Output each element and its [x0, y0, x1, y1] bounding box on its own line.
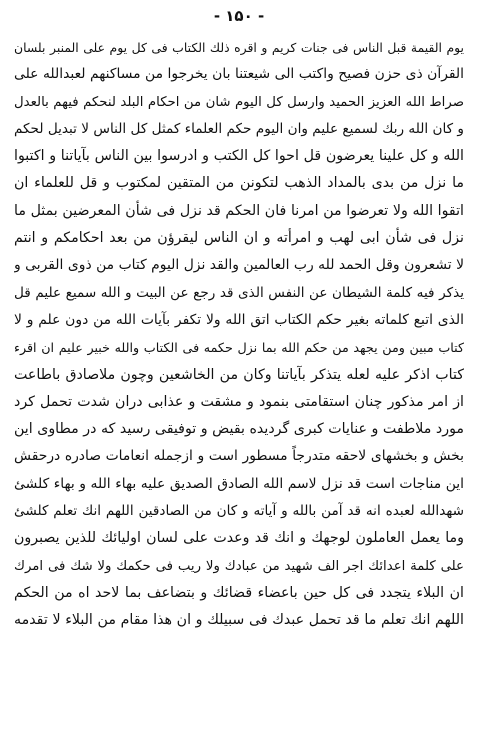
text-line: از امر مذکور چنان استقامتى بنمود و مشقت و عذابى دران شدت تحمل کرد — [14, 393, 464, 410]
text-line: نزل فى شأن ابى لهب و امرأته و ان الناس ليقرؤن من بعد احكامكم و انتم — [14, 230, 464, 247]
text-line: ان البلاء يتجدد فى كل حين باعضاء قضائك و بتضاعف بما لاحد اه من الحكم — [14, 584, 464, 601]
text-line: لا تشعرون وقل الحمد لله رب العالمين والقد نزل اليوم كتاب من ذوى القربى و — [14, 257, 464, 274]
text-line: الله و كل علينا يعرضون قل احوا كل الكتب و ادرسوا بين الناس بآياتنا و اكتبوا — [14, 148, 464, 165]
page-number: - ۱۵۰ - — [213, 7, 265, 25]
text-line: يوم القيمة قبل الناس فى جنات كريم و اقره ذلك الكتاب فى كل يوم على المنبر بلسان — [14, 40, 464, 55]
text-line: الذى اتبع كلماته بغير حكم الكتاب اتق الله ولا تكفر بآيات الله من دون علم و لا — [14, 311, 464, 328]
text-line: اتقوا الله ولا تعرضوا من امرنا فان الحكم قد نزل فى شأن المعرضين بمثل ما — [14, 202, 464, 219]
text-line: صراط الله العزيز الحميد وارسل كل اليوم شان من احكام البلد لنحكم فيهم بالعدل — [14, 94, 464, 110]
text-line: على كلمة اعدائك اجر الف شهيد من عبادك ولا ريب فى حكمك ولا شك فى امرك — [14, 558, 464, 574]
text-line: اين مناجات است قد نزل لاسم الله الصادق الصديق عليه بهاء الله و بهاء كلشئ — [14, 475, 464, 492]
text-line: بخش و بخشهاى لاحقه متدرجاً مسطور است و ازجمله انعامات صادره درحقش — [14, 448, 464, 465]
text-line: يذكر فيه كلمة الشيطان عن النفس الذى قد رجع عن البيت و الله سميع عليم قل — [14, 284, 464, 301]
text-line: مورد ملاطفت و عنايات كبرى گرديده بقيض و توفيقى رسيد كه در مطاوى اين — [14, 421, 464, 438]
text-line: وما يعمل العاملون لوجهك و انك قد وعدت على لسان اوليائك للذين يصبرون — [14, 530, 464, 547]
text-line: شهدالله لعبده انه قد آمن بالله و آياته و كان من الصادقين اللهم انك تعلم كلشئ — [14, 503, 464, 520]
text-line: القرآن ذى حزن فصيح واكتب الى شيعتنا بان يخرجوا من مساكنهم لعبدالله على — [14, 66, 464, 83]
body-text — [14, 34, 464, 635]
text-line: و كان الله ربك لسميع عليم وان اليوم حكم العلماء كمثل كل الناس لا تبديل لحكم — [14, 120, 464, 137]
text-line: اللهم انك تعلم ما قد تحمل عبدك فى سبيلك و ان هذا مقام من البلاء لا تقدمه — [14, 612, 464, 629]
text-line: كتاب اذكر عليه لعله يتذكر بآياتنا وكان من الخاشعين وچون ملاصادق باطاعت — [14, 366, 464, 383]
text-line: كتاب مبين ومن يجهد من حكم الله بما نزل حكمه فى الكتاب والله خبير عليم ان اقرء — [14, 340, 464, 356]
text-line: ما نزل من بدى بالمداد الذهب لتكونن من المتقين لمكتوب و قل للعلماء ان — [14, 175, 464, 192]
